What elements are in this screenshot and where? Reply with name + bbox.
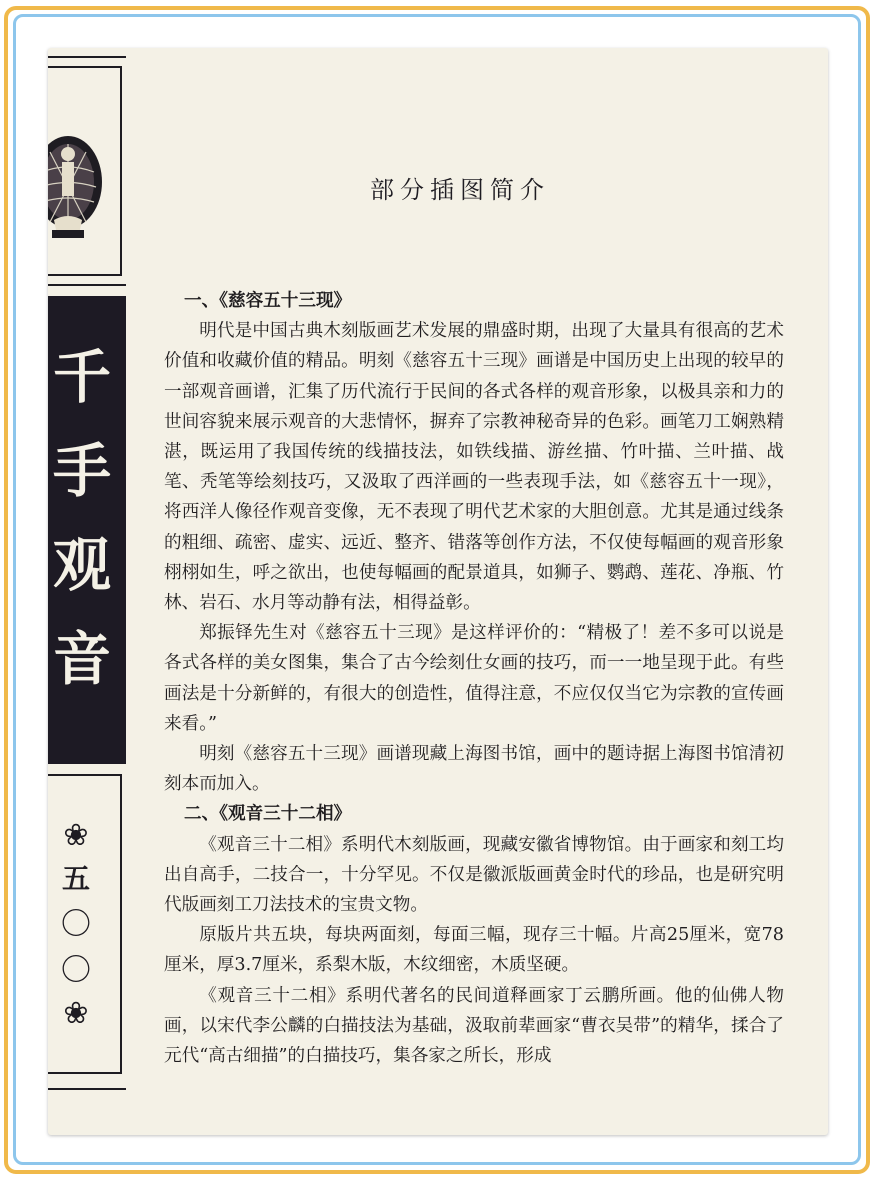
margin-rule-mid bbox=[48, 284, 126, 286]
flower-ornament-icon: ❀ bbox=[63, 818, 89, 853]
deity-image-box bbox=[48, 66, 122, 276]
page-title: 部分插图简介 bbox=[370, 176, 550, 204]
book-title-char: 千 bbox=[52, 343, 111, 411]
section-heading: 二、《观音三十二相》 bbox=[184, 803, 352, 825]
paragraph: 《观音三十二相》系明代著名的民间道释画家丁云鹏所画。他的仙佛人物画，以宋代李公麟的白描技法为基础，汲取前辈画家“曹衣吴带”的精华，揉合了元代“高古细描”的白描技巧，集各家之所长，形成 bbox=[164, 985, 784, 1067]
paragraph: 明代是中国古典木刻版画艺术发展的鼎盛时期，出现了大量具有很高的艺术价值和收藏价值的精品。明刻《慈容五十三现》画谱是中国历史上出现的较早的一部观音画谱，汇集了历代流行于民间的各式各样的观音形象，以极具亲和力的世间容貌来展示观音的大悲情怀，摒弃了宗教神秘奇异的色彩。画笔刀工娴熟精湛，既运用了我国传统的线描技法，如铁线描、游丝描、竹叶描、兰叶描、战笔、秃笔等绘刻技巧，又汲取了西洋画的一些表现手法，如《慈容五十一现》，将西洋人像径作观音变像，无不表现了明代艺术家的大胆创意。尤其是通过线条的粗细、疏密、虚实、远近、整齐、错落等创作方法，不仅使每幅画的观音形象栩栩如生，呼之欲出，也使每幅画的配景道具，如狮子、鹦鹉、莲花、净瓶、竹林、岩石、水月等动静有法，相得益彰。 bbox=[164, 321, 784, 614]
section-heading: 一、《慈容五十三现》 bbox=[184, 290, 352, 311]
margin-rule-bottom bbox=[48, 1088, 126, 1090]
page-number-char: 〇 bbox=[61, 907, 91, 942]
book-title-char: 手 bbox=[52, 437, 111, 505]
page-number-char: 〇 bbox=[61, 953, 91, 988]
article-body bbox=[164, 286, 784, 1071]
paragraph: 原版片共五块，每块两面刻，每面三幅，现存三十幅。片高25厘米，宽78厘米，厚3.7厘米，系梨木版，木纹细密，木质坚硬。 bbox=[164, 925, 784, 976]
paragraph: 郑振铎先生对《慈容五十三现》是这样评价的：“精极了！差不多可以说是各式各样的美女图集，集合了古今绘刻仕女画的技巧，而一一地呈现于此。有些画法是十分新鲜的，有很大的创造性，值得注意，不应仅仅当它为宗教的宣传画来看。” bbox=[164, 623, 784, 734]
book-title-char: 观 bbox=[52, 531, 111, 599]
page-number-box bbox=[48, 774, 122, 1074]
flower-ornament-icon: ❀ bbox=[63, 996, 89, 1031]
book-title-band bbox=[48, 296, 126, 764]
paragraph: 明刻《慈容五十三现》画谱现藏上海图书馆，画中的题诗据上海图书馆清初刻本而加入。 bbox=[164, 744, 784, 795]
book-page bbox=[48, 48, 828, 1135]
paragraph: 《观音三十二相》系明代木刻版画，现藏安徽省博物馆。由于画家和刻工均出自高手，二技合一，十分罕见。不仅是徽派版画黄金时代的珍品，也是研究明代版画刻工刀法技术的宝贵文物。 bbox=[164, 834, 784, 916]
thousand-armed-guanyin-icon bbox=[48, 132, 104, 242]
book-title-char: 音 bbox=[52, 625, 111, 693]
page-number-char: 五 bbox=[61, 862, 90, 895]
margin-rule-top bbox=[48, 56, 126, 58]
